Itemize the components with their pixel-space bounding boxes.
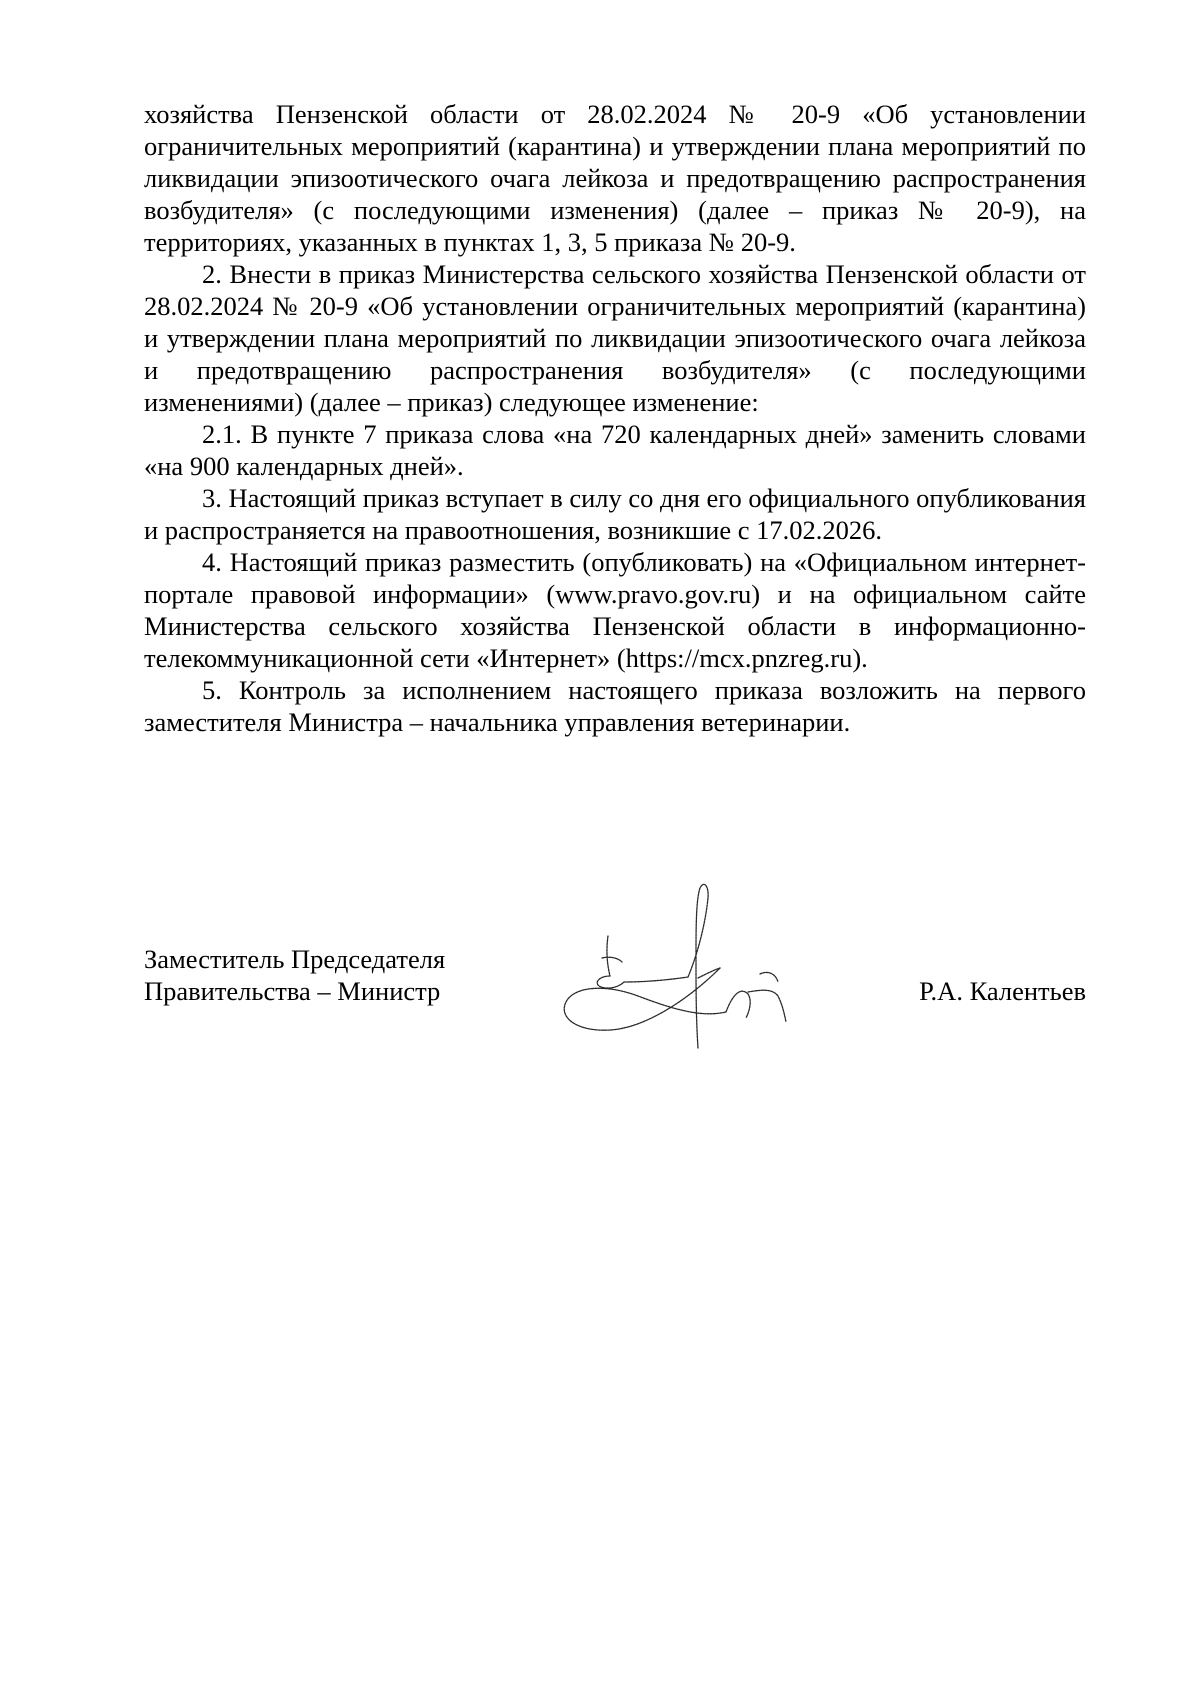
- signer-name: Р.А. Калентьев: [919, 976, 1086, 1006]
- document-body: [144, 98, 1086, 738]
- signer-position-line-1: Заместитель Председателя: [144, 944, 446, 974]
- signer-position: [144, 943, 445, 1007]
- signer-position-line-2: Правительства – Министр: [144, 976, 441, 1006]
- paragraph-item-3: 3. Настоящий приказ вступает в силу со дня его официального опубликования и распространяется на правоотношения, возникшие с 17.02.2026.: [144, 483, 1086, 545]
- signature-block: [144, 943, 1086, 1073]
- paragraph-item-2-1: 2.1. В пункте 7 приказа слова «на 720 календарных дней» заменить словами «на 900 календарных дней».: [144, 419, 1086, 481]
- paragraph-item-5: 5. Контроль за исполнением настоящего приказа возложить на первого заместителя Министра – начальника управления ветеринарии.: [144, 675, 1086, 737]
- paragraph-item-2: 2. Внести в приказ Министерства сельского хозяйства Пензенской области от 28.02.2024 № 20-9 «Об установлении ограничительных мероприятий (карантина) и утверждении плана мероприятий по ликвидации эпизоотического очага лейкоза и предотвращению распространения возбудителя» (с последующими изменениями) (далее – приказ) следующее изменение:: [144, 259, 1086, 417]
- handwritten-signature: [550, 878, 800, 1058]
- paragraph-continuation: хозяйства Пензенской области от 28.02.2024 № 20-9 «Об установлении ограничительных мероприятий (карантина) и утверждении плана мероприятий по ликвидации эпизоотического очага лейкоза и предотвращению распространения возбудителя» (с последующими изменения) (далее – приказ № 20-9), на территориях, указанных в пунктах 1, 3, 5 приказа № 20-9.: [144, 99, 1086, 257]
- paragraph-item-4: 4. Настоящий приказ разместить (опубликовать) на «Официальном интернет-портале правовой информации» (www.pravo.gov.ru) и на официальном сайте Министерства сельского хозяйства Пензенской области в информационно-телекоммуникационной сети «Интернет» (https://mcx.pnzreg.ru).: [144, 547, 1086, 673]
